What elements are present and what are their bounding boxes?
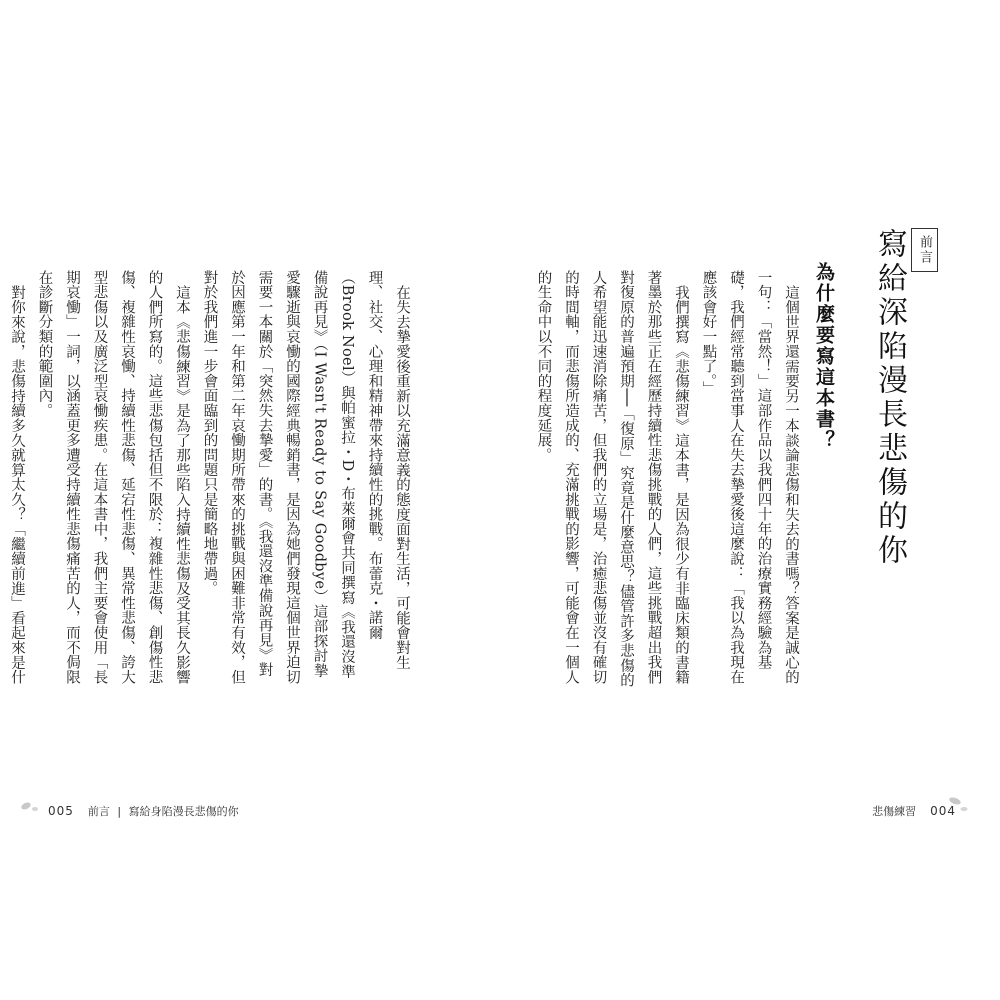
body-paragraph: 在失去摯愛後重新以充滿意義的態度面對生活，可能會對生理、社交、心理和精神帶來持續性的挑戰。布蕾克・諾爾（Brook Noel）與帕蜜拉・D・布萊爾會共同撰寫《我還沒準備說再見》（I Wasn't Ready to Say Goodbye）這部探討摯愛驟逝與哀慟的國際經典暢銷書，是因為她們發現這個世界迫切需要一本關於「突然失去摯愛」的書。《我還沒準備說再見》對於因應第一年和第二年哀慟期所帶來的挑戰與困難非常有效，但對於我們進一步會面臨到的問題只是簡略地帶過。 (201, 270, 410, 685)
right-page-body (529, 270, 804, 690)
running-head-title: 悲傷練習 (872, 805, 917, 818)
page-number: 004 (930, 804, 956, 818)
right-page (500, 0, 1000, 1000)
chapter-heading (867, 228, 938, 568)
body-paragraph: 對你來說，悲傷持續多久就算太久？「繼續前進」看起來是什 (9, 284, 25, 685)
running-head-title: 寫給身陷漫長悲傷的你 (128, 805, 239, 818)
right-footer (872, 803, 956, 819)
body-paragraph: 這本《悲傷練習》是為了那些陷入持續性悲傷及受其長久影響的人們所寫的。這些悲傷包括但不限於：複雜性悲傷、創傷性悲傷、複雜性哀慟、持續性悲傷、延宕性悲傷、異常性悲傷、誇大型悲傷以及廣泛型哀慟疾患。在這本書中，我們主要會使用「長期哀慟」一詞，以涵蓋更多遭受持續性悲傷痛苦的人，而不侷限在診斷分類的範圍內。 (36, 270, 190, 685)
left-page-body (0, 270, 415, 690)
page-number: 005 (48, 804, 74, 818)
running-head-separator: | (117, 805, 122, 818)
chapter-tag: 前言 (911, 228, 938, 272)
running-head-section: 前言 (87, 805, 110, 818)
leaf-decoration-icon (20, 800, 42, 814)
section-heading: 為什麼要寫這本書？ (813, 262, 835, 451)
body-paragraph: 我們撰寫《悲傷練習》這本書，是因為很少有非臨床類的書籍著墨於那些正在經歷持續性悲傷挑戰的人們，這些挑戰超出我們對復原的普遍預期──「復原」究竟是什麼意思？儘管許多悲傷的人希望能迅速消除痛苦，但我們的立場是，治癒悲傷並沒有確切的時間軸，而悲傷所造成的、充滿挑戰的影響，可能會在一個人的生命中以不同的程度延展。 (535, 270, 689, 688)
left-footer (48, 803, 239, 819)
body-paragraph: 這個世界還需要另一本談論悲傷和失去的書嗎？答案是誠心的一句：「當然！」這部作品以我們四十年的治療實務經驗為基礎，我們經常聽到當事人在失去摯愛後這麼說：「我以為我現在應該會好一點了。」 (700, 270, 799, 685)
chapter-title: 寫給深陷漫長悲傷的你 (872, 228, 907, 568)
